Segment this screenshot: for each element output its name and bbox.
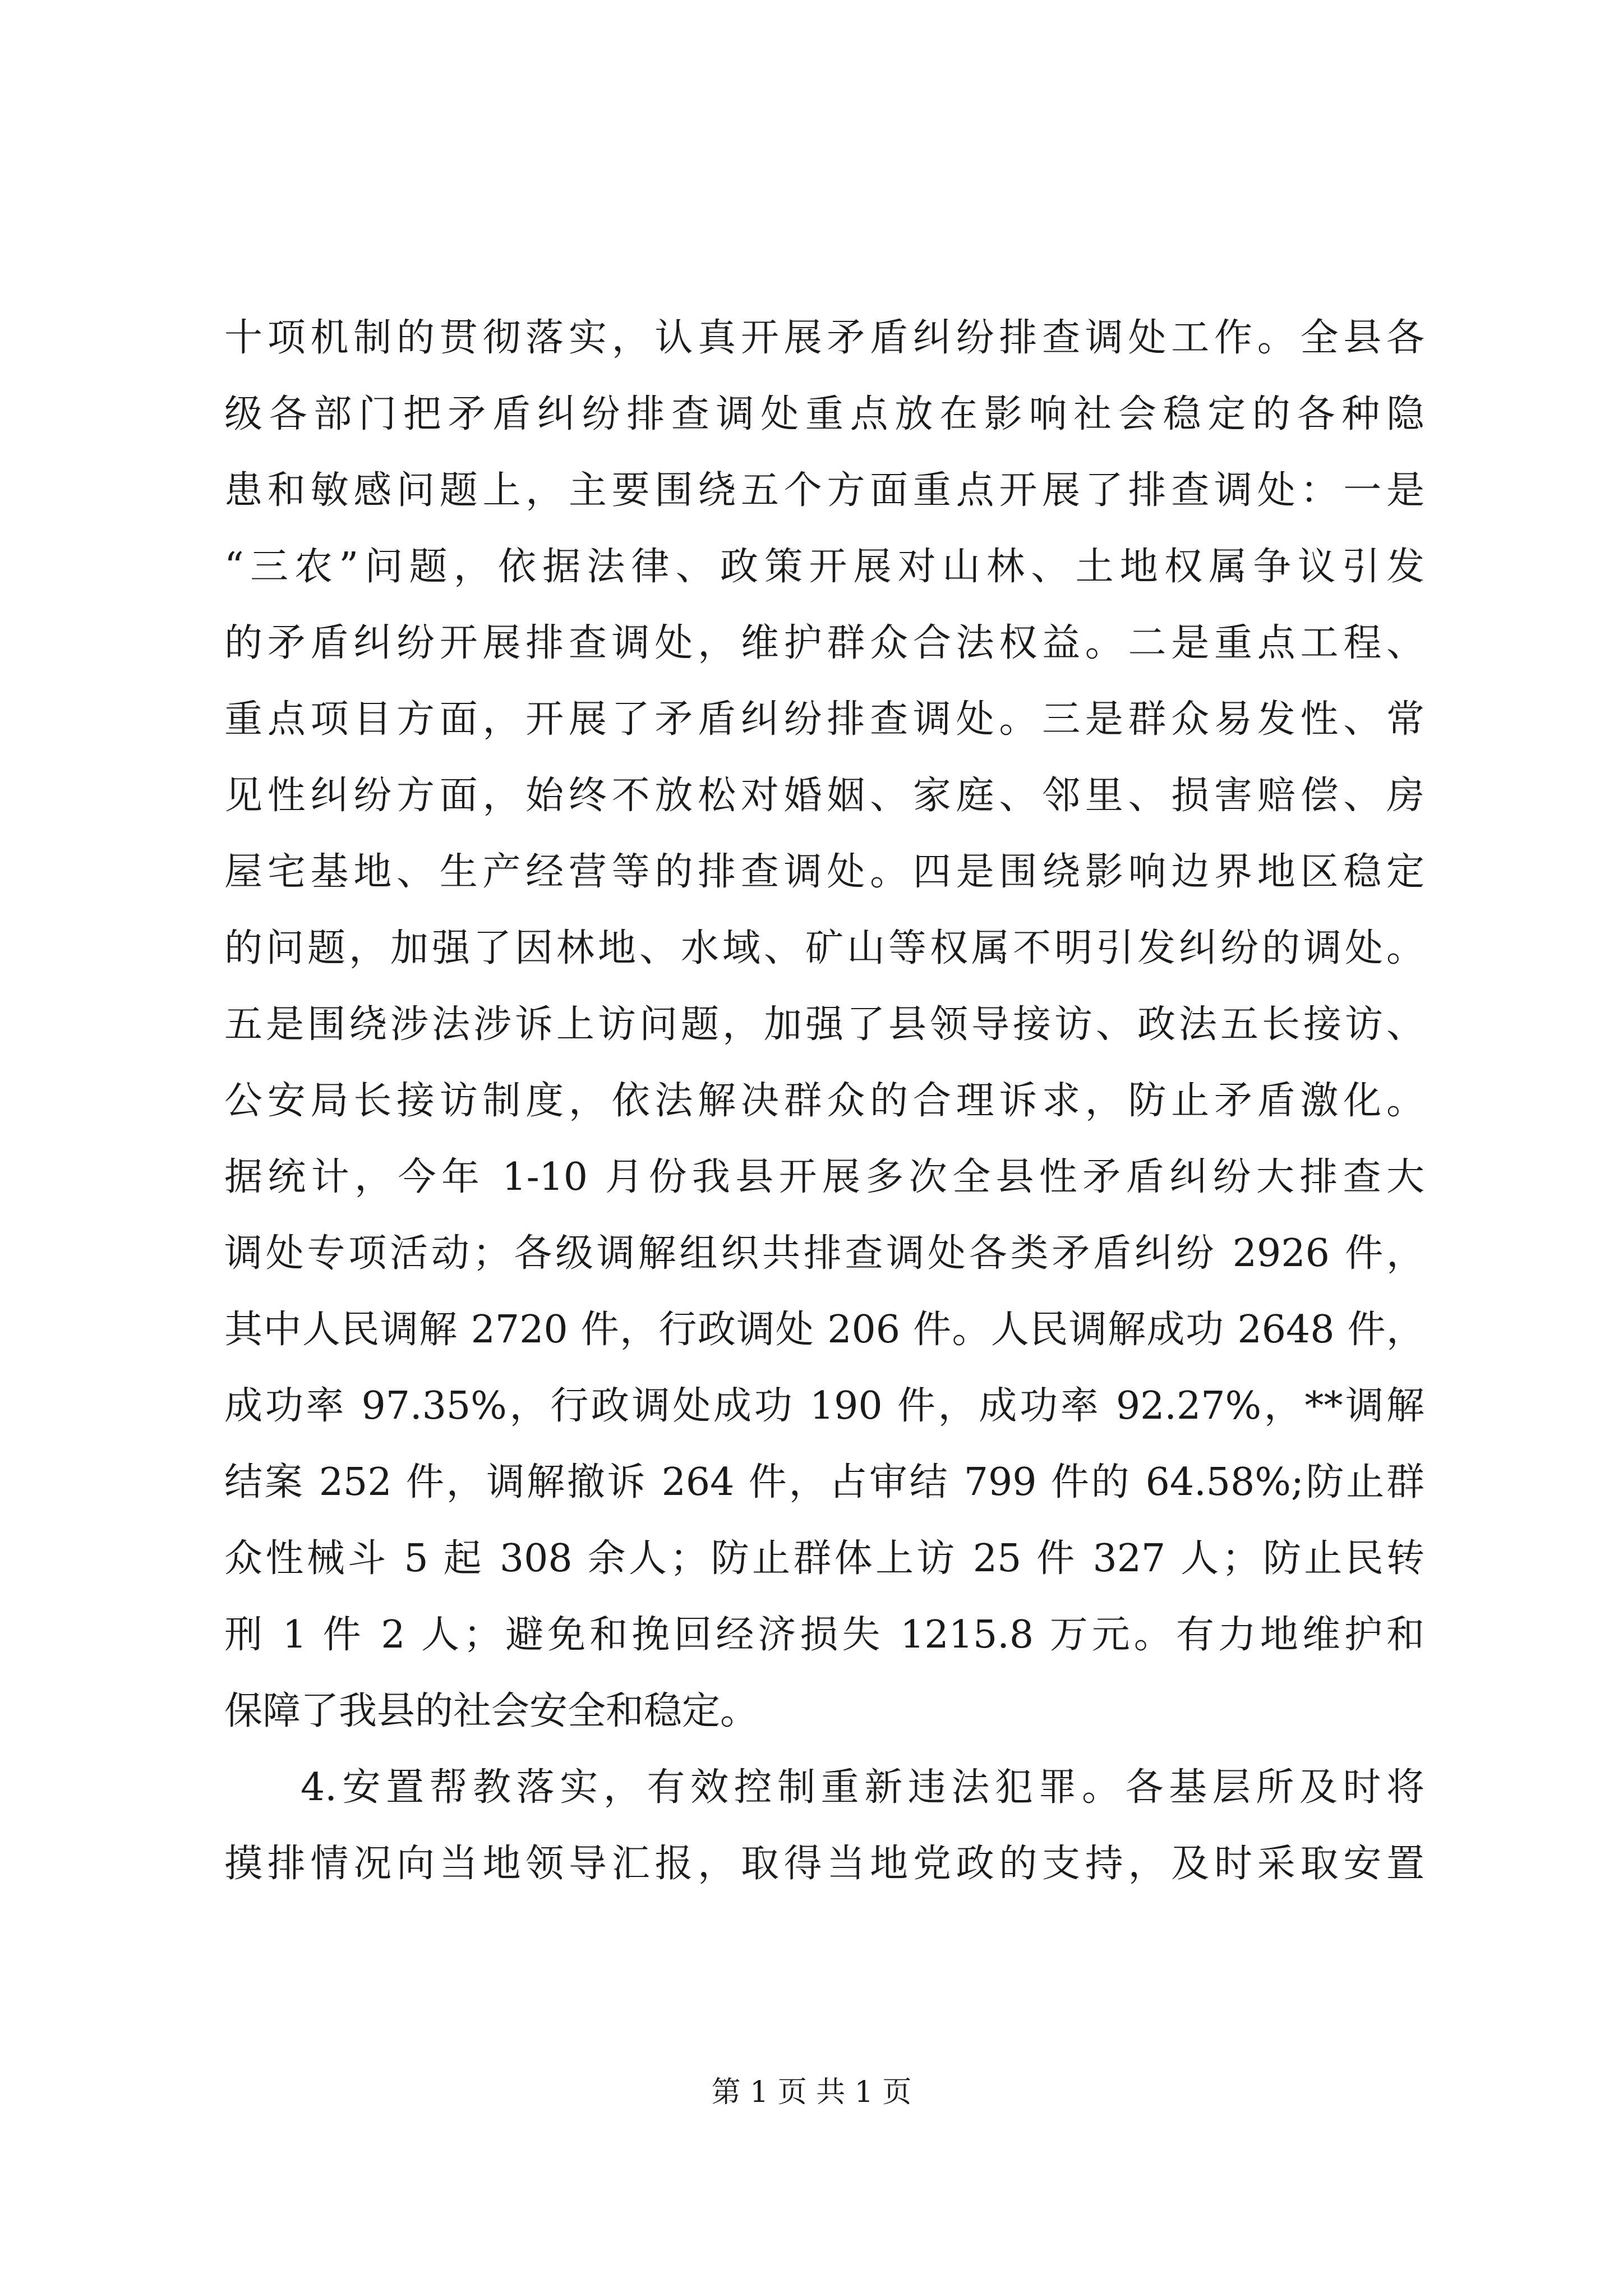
text-line: 结案 252 件，调解撤诉 264 件，占审结 799 件的 64.58%;防止群	[224, 1460, 1424, 1504]
text-line: 级各部门把矛盾纠纷排查调处重点放在影响社会稳定的各种隐	[224, 392, 1424, 436]
page-footer: 第 1 页 共 1 页	[711, 2076, 912, 2109]
text-line: 其中人民调解 2720 件，行政调处 206 件。人民调解成功 2648 件，	[224, 1308, 1424, 1352]
text-line: 五是围绕涉法涉诉上访问题，加强了县领导接访、政法五长接访、	[224, 1002, 1424, 1047]
text-line: 保障了我县的社会安全和稳定。	[224, 1689, 759, 1733]
text-line: 调处专项活动；各级调解组织共排查调处各类矛盾纠纷 2926 件，	[224, 1231, 1424, 1276]
text-line: 的矛盾纠纷开展排查调处，维护群众合法权益。二是重点工程、	[224, 621, 1424, 665]
text-line: 刑 1 件 2 人；避免和挽回经济损失 1215.8 万元。有力地维护和	[224, 1613, 1424, 1657]
document-body	[224, 300, 1424, 1902]
text-line: 成功率 97.35%，行政调处成功 190 件，成功率 92.27%，**调解	[224, 1384, 1424, 1428]
text-line: 患和敏感问题上，主要围绕五个方面重点开展了排查调处：一是	[224, 468, 1424, 513]
text-line: 见性纠纷方面，始终不放松对婚姻、家庭、邻里、损害赔偿、房	[224, 774, 1424, 818]
text-line: 重点项目方面，开展了矛盾纠纷排查调处。三是群众易发性、常	[224, 697, 1424, 742]
text-line: 摸排情况向当地领导汇报，取得当地党政的支持，及时采取安置	[224, 1842, 1424, 1886]
text-line: 的问题，加强了因林地、水域、矿山等权属不明引发纠纷的调处。	[224, 926, 1424, 970]
text-line: 屋宅基地、生产经营等的排查调处。四是围绕影响边界地区稳定	[224, 850, 1424, 894]
text-line: 据统计，今年 1-10 月份我县开展多次全县性矛盾纠纷大排查大	[224, 1155, 1424, 1199]
section-heading-line: 4.安置帮教落实，有效控制重新违法犯罪。各基层所及时将	[301, 1765, 1424, 1810]
text-line: “三农”问题，依据法律、政策开展对山林、土地权属争议引发	[224, 545, 1424, 589]
text-line: 公安局长接访制度，依法解决群众的合理诉求，防止矛盾激化。	[224, 1079, 1424, 1123]
text-line: 众性械斗 5 起 308 余人；防止群体上访 25 件 327 人；防止民转	[224, 1536, 1424, 1581]
text-line: 十项机制的贯彻落实，认真开展矛盾纠纷排查调处工作。全县各	[224, 316, 1424, 360]
